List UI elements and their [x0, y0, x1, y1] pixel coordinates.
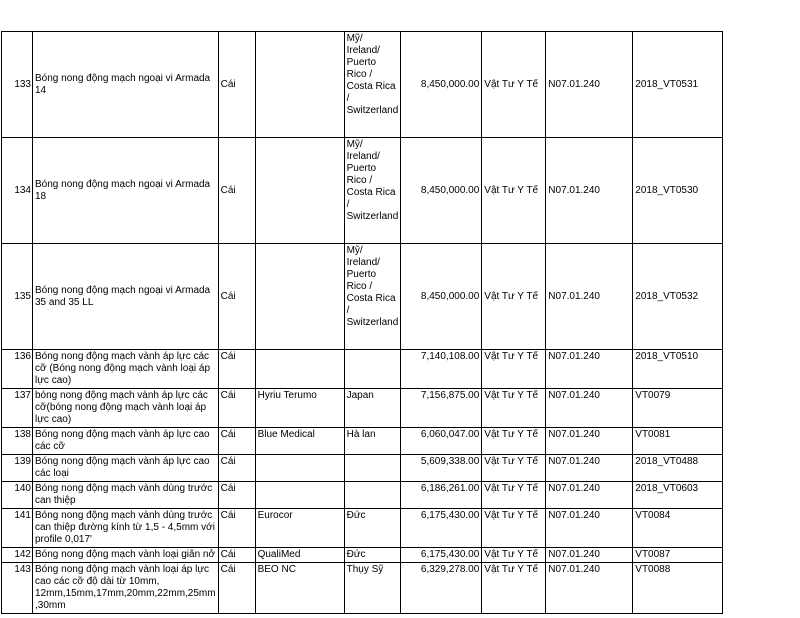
- item-code: N07.01.240: [546, 548, 633, 563]
- item-name: Bóng nong động mạch vành loại giãn nở: [33, 548, 219, 563]
- row-number: 137: [2, 389, 33, 428]
- price: 7,156,875.00: [401, 389, 482, 428]
- price: 6,186,261.00: [401, 482, 482, 509]
- manufacturer: Blue Medical: [255, 428, 344, 455]
- manufacturer: QualiMed: [255, 548, 344, 563]
- unit: Cái: [218, 482, 255, 509]
- item-id: 2018_VT0530: [633, 138, 723, 244]
- item-code: N07.01.240: [546, 32, 633, 138]
- item-id: 2018_VT0532: [633, 244, 723, 350]
- manufacturer: Eurocor: [255, 509, 344, 548]
- price: 6,060,047.00: [401, 428, 482, 455]
- row-number: 134: [2, 138, 33, 244]
- item-name: Bóng nong động mạch ngoại vi Armada 14: [33, 32, 219, 138]
- row-number: 136: [2, 350, 33, 389]
- unit: Cái: [218, 548, 255, 563]
- price: 6,329,278.00: [401, 563, 482, 614]
- price: 5,609,338.00: [401, 455, 482, 482]
- row-number: 142: [2, 548, 33, 563]
- table-row: [2, 455, 723, 482]
- manufacturer: [255, 455, 344, 482]
- item-id: VT0087: [633, 548, 723, 563]
- origin: [344, 350, 401, 389]
- row-number: 138: [2, 428, 33, 455]
- price: 6,175,430.00: [401, 548, 482, 563]
- unit: Cái: [218, 563, 255, 614]
- row-number: 133: [2, 32, 33, 138]
- table-row: [2, 548, 723, 563]
- item-id: VT0084: [633, 509, 723, 548]
- unit: Cái: [218, 428, 255, 455]
- row-number: 135: [2, 244, 33, 350]
- origin: [344, 455, 401, 482]
- item-code: N07.01.240: [546, 138, 633, 244]
- table-row: [2, 389, 723, 428]
- manufacturer: BEO NC: [255, 563, 344, 614]
- item-id: VT0081: [633, 428, 723, 455]
- item-code: N07.01.240: [546, 389, 633, 428]
- price: 8,450,000.00: [401, 32, 482, 138]
- manufacturer: [255, 138, 344, 244]
- item-type: Vật Tư Y Tế: [482, 455, 546, 482]
- manufacturer: [255, 244, 344, 350]
- item-code: N07.01.240: [546, 244, 633, 350]
- unit: Cái: [218, 389, 255, 428]
- item-name: Bóng nong động mạch vành dùng trước can thiệp: [33, 482, 219, 509]
- item-type: Vật Tư Y Tế: [482, 509, 546, 548]
- unit: Cái: [218, 138, 255, 244]
- row-number: 139: [2, 455, 33, 482]
- manufacturer: Hyriu Terumo: [255, 389, 344, 428]
- item-name: Bóng nong động mạch vành dùng trước can thiệp đường kính từ 1,5 - 4,5mm với profile 0,017': [33, 509, 219, 548]
- unit: Cái: [218, 455, 255, 482]
- item-code: N07.01.240: [546, 350, 633, 389]
- origin: Japan: [344, 389, 401, 428]
- unit: Cái: [218, 244, 255, 350]
- item-name: Bóng nong động mạch vành loại áp lực cao các cỡ độ dài từ 10mm, 12mm,15mm,17mm,20mm,22mm,25mm ,30mm: [33, 563, 219, 614]
- origin: Đức: [344, 548, 401, 563]
- item-type: Vật Tư Y Tế: [482, 138, 546, 244]
- item-type: Vật Tư Y Tế: [482, 563, 546, 614]
- unit: Cái: [218, 32, 255, 138]
- row-number: 141: [2, 509, 33, 548]
- origin: Thụy Sỹ: [344, 563, 401, 614]
- row-number: 143: [2, 563, 33, 614]
- item-type: Vật Tư Y Tế: [482, 482, 546, 509]
- item-code: N07.01.240: [546, 455, 633, 482]
- unit: Cái: [218, 350, 255, 389]
- price: 8,450,000.00: [401, 138, 482, 244]
- price: 6,175,430.00: [401, 509, 482, 548]
- origin: Mỹ/ Ireland/ Puerto Rico / Costa Rica / Switzerland: [344, 32, 401, 138]
- item-name: Bóng nong động mạch vành áp lực cao các cỡ: [33, 428, 219, 455]
- table-row: [2, 509, 723, 548]
- item-id: 2018_VT0488: [633, 455, 723, 482]
- table-row: [2, 428, 723, 455]
- item-type: Vật Tư Y Tế: [482, 350, 546, 389]
- item-type: Vật Tư Y Tế: [482, 389, 546, 428]
- manufacturer: [255, 32, 344, 138]
- price-table: [1, 31, 723, 614]
- item-id: 2018_VT0531: [633, 32, 723, 138]
- item-id: 2018_VT0603: [633, 482, 723, 509]
- item-code: N07.01.240: [546, 482, 633, 509]
- item-name: Bóng nong động mạch ngoại vi Armada 18: [33, 138, 219, 244]
- origin: Đức: [344, 509, 401, 548]
- origin: [344, 482, 401, 509]
- item-type: Vật Tư Y Tế: [482, 32, 546, 138]
- origin: Mỹ/ Ireland/ Puerto Rico / Costa Rica / Switzerland: [344, 244, 401, 350]
- item-type: Vật Tư Y Tế: [482, 428, 546, 455]
- table-row: [2, 244, 723, 350]
- item-code: N07.01.240: [546, 509, 633, 548]
- item-name: bóng nong động mạch vành áp lực các cỡ(bóng nong động mạch vành loại áp lực cao): [33, 389, 219, 428]
- item-type: Vật Tư Y Tế: [482, 244, 546, 350]
- table-row: [2, 350, 723, 389]
- table-row: [2, 482, 723, 509]
- row-number: 140: [2, 482, 33, 509]
- item-name: Bóng nong động mạch vành áp lực các cỡ (Bóng nong động mạch vành loại áp lực cao): [33, 350, 219, 389]
- item-id: VT0079: [633, 389, 723, 428]
- manufacturer: [255, 482, 344, 509]
- item-id: 2018_VT0510: [633, 350, 723, 389]
- item-code: N07.01.240: [546, 563, 633, 614]
- table-row: [2, 563, 723, 614]
- unit: Cái: [218, 509, 255, 548]
- item-name: Bóng nong động mạch ngoại vi Armada 35 and 35 LL: [33, 244, 219, 350]
- table-row: [2, 32, 723, 138]
- origin: Hà lan: [344, 428, 401, 455]
- item-code: N07.01.240: [546, 428, 633, 455]
- manufacturer: [255, 350, 344, 389]
- item-type: Vật Tư Y Tế: [482, 548, 546, 563]
- item-id: VT0088: [633, 563, 723, 614]
- table-row: [2, 138, 723, 244]
- origin: Mỹ/ Ireland/ Puerto Rico / Costa Rica / Switzerland: [344, 138, 401, 244]
- price: 7,140,108.00: [401, 350, 482, 389]
- item-name: Bóng nong động mạch vành áp lực cao các loại: [33, 455, 219, 482]
- price: 8,450,000.00: [401, 244, 482, 350]
